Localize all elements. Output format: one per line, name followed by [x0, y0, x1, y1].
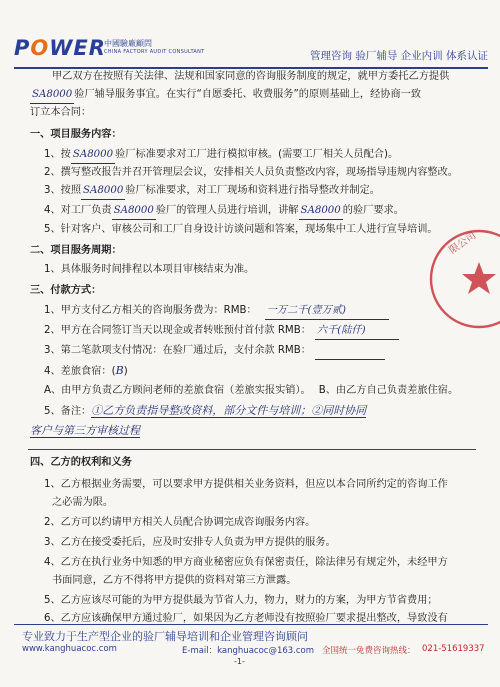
footer-hotline-label: 全国统一免费咨询热线： [322, 646, 416, 656]
travel-options: A、由甲方负责乙方顾问老师的差旅食宿（差旅实报实销）。 B、由乙方自己负责差旅住宿。 [44, 385, 459, 396]
intro-line-2: SA8000 验厂辅导服务事宜。在实行“自愿委托、收费服务”的原则基础上，经协商一致 [30, 88, 421, 104]
balance-blank [315, 344, 385, 360]
section-divider [28, 449, 476, 450]
company-logo [14, 36, 214, 62]
logo-chinese-name: 中國驗廠顧問 [104, 39, 152, 48]
section-4-title: 四、乙方的权利和义务 [30, 457, 132, 468]
svg-text:限公司: 限公司 [447, 230, 479, 257]
letterhead-footer [14, 624, 488, 674]
footer-divider [14, 624, 488, 625]
header-slogan: 管理咨询 验厂辅导 企业内训 体系认证 [309, 50, 488, 62]
handwritten-deposit: 六千(陆仟) [315, 324, 399, 340]
right-item-1a: 1、乙方根据业务需要，可以要求甲方提供相关业务资料，但应以本合同所约定的咨询工作 [44, 479, 448, 490]
payment-item-1: 1、甲方支付乙方相关的咨询服务费为：RMB： 一万二千(壹万贰) [44, 304, 389, 320]
footer-email[interactable]: E-mail：kanghuacoc@163.com [182, 646, 315, 656]
logo-english-name: CHINA FACTORY AUDIT CONSULTANT [104, 49, 205, 55]
right-item-4b: 书面同意，乙方不得将甲方提供的资料对第三方泄露。 [52, 575, 297, 586]
footer-tagline: 专业致力于生产型企业的验厂辅导培训和企业管理咨询顾问 [22, 630, 308, 643]
payment-item-2: 2、甲方在合同签订当天以现金或者转账预付首付款 RMB： 六千(陆仟) [44, 324, 399, 340]
intro-line-1: 甲乙双方在按照有关法律、法规和国家同意的咨询服务制度的规定，就甲方委托乙方提供 [52, 71, 450, 82]
right-item-4a: 4、乙方在执行业务中知悉的甲方商业秘密应负有保密责任，除法律另有规定外，未经甲方 [44, 557, 448, 568]
right-item-6: 6、乙方应该确保甲方通过验厂，如果因为乙方老师没有按照验厂要求提出整改，导致没有 [44, 613, 448, 624]
right-item-1b: 之必需为限。 [52, 497, 114, 508]
page-number: -1- [234, 657, 245, 666]
handwritten-remark-2: 客户与第三方审核过程 [30, 424, 140, 437]
handwritten-standard: SA8000 [299, 204, 343, 220]
payment-item-4: 4、差旅食宿：(B) [44, 364, 128, 377]
service-item-3: 3、按照 SA8000 验厂标准要求，对工厂现场和资料进行指导整改并制定。 [44, 184, 380, 200]
payment-item-3: 3、第二笔款项支付情况：在验厂通过后，支付余款 RMB： [44, 344, 385, 360]
logo-wordmark: POWER [14, 36, 106, 60]
right-item-3: 3、乙方在接受委托后，应及时安排专人负责为甲方提供的服务。 [44, 537, 336, 548]
right-item-5: 5、乙方应该尽可能的为甲方提供最为节省人力，物力，财力的方案，为甲方节省费用； [44, 595, 438, 606]
handwritten-option: B [115, 364, 124, 377]
footer-phone[interactable]: 021-51619337 [422, 644, 485, 654]
handwritten-standard: SA8000 [112, 204, 156, 220]
payment-item-5: 5、备注：①乙方负责指导整改资料，部分文件与培训；②同时协同 [44, 404, 367, 417]
section-2-title: 二、项目服务周期： [30, 245, 122, 256]
company-seal-stamp [424, 224, 500, 334]
service-item-1: 1、按 SA8000 验厂标准要求对工厂进行模拟审核。(需要工厂相关人员配合)。 [44, 148, 398, 164]
intro-line-3: 订立本合同： [30, 107, 92, 118]
letterhead [14, 30, 488, 66]
service-item-5: 5、针对客户、审核公司和工厂自身设计访谈问题和答案，现场集中工人进行宣导培训。 [44, 224, 438, 235]
handwritten-standard: SA8000 [81, 184, 125, 200]
section-1-title: 一、项目服务内容： [30, 129, 122, 140]
remark-continuation [30, 424, 140, 440]
handwritten-standard: SA8000 [30, 88, 74, 104]
handwritten-remark-1: ①乙方负责指导整改资料，部分文件与培训；②同时协同 [91, 404, 367, 417]
footer-website[interactable]: www.kanghuacoc.com [22, 644, 117, 654]
handwritten-standard: SA8000 [71, 148, 115, 164]
service-item-2: 2、撰写整改报告并召开管理层会议，安排相关人员负责整改内容，现场指导违规内容整改。 [44, 167, 458, 178]
period-item-1: 1、具体服务时间排程以本项目审核结束为准。 [44, 264, 255, 275]
right-item-2: 2、乙方可以约请甲方相关人员配合协调完成咨询服务内容。 [44, 517, 316, 528]
section-3-title: 三、付款方式： [30, 285, 102, 296]
header-divider [14, 67, 488, 69]
service-item-4: 4、对工厂负责 SA8000 验厂的管理人员进行培训，讲解 SA8000 的验厂要求。 [44, 204, 404, 220]
handwritten-total-fee: 一万二千(壹万贰) [265, 304, 389, 320]
